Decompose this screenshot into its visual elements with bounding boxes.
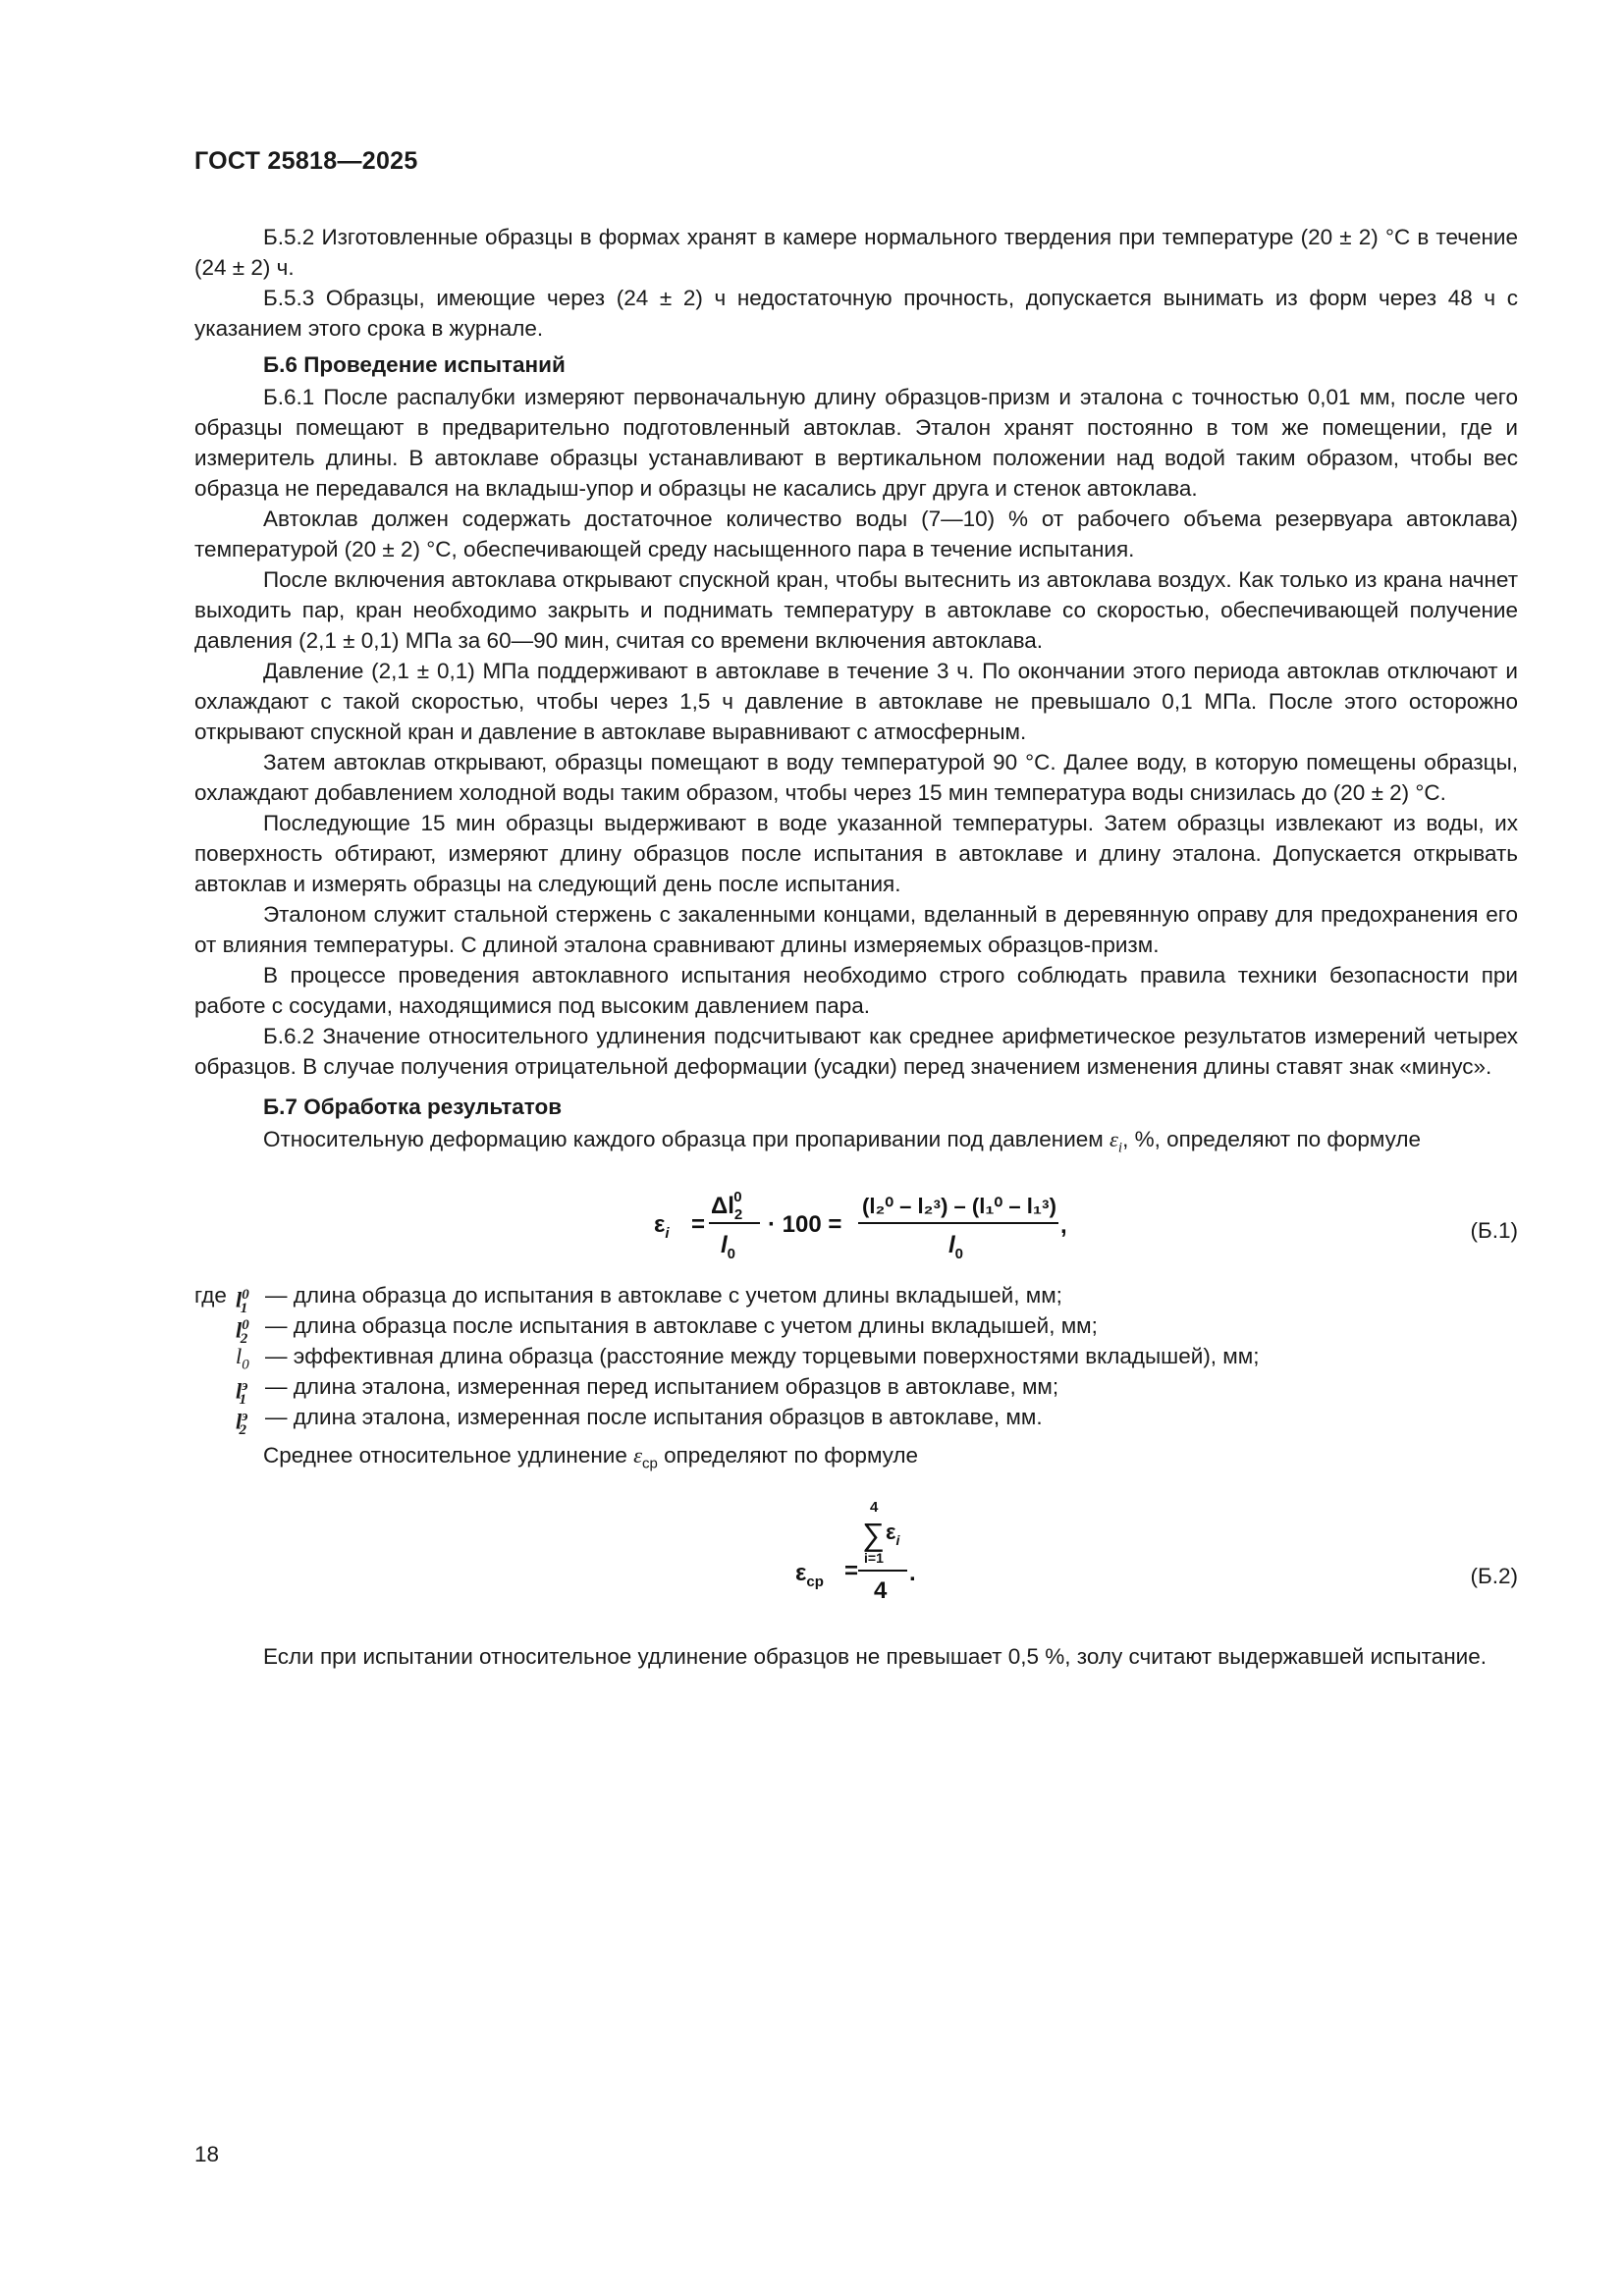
where-item — [194, 1341, 1518, 1371]
where-symbol: $l^э_1$ — [236, 1377, 248, 1408]
paragraph-formula-intro: Относительную деформацию каждого образца при пропаривании под давлением $\varepsilon_i$, %, определяют по формуле — [263, 1127, 1422, 1156]
formula-b2-sum-sign: ∑ — [862, 1517, 885, 1552]
paragraph-b61: Б.6.1 После распалубки измеряют первоначальную длину образцов-призм и эталона с точностью 0,01 мм, после чего образцы помещают в предварительно подготовленный автоклав. Эталон хранят постоянно в том же помещении, где и измеритель длины. В автоклаве образцы устанавливают в вертикальном положении над водой таким образом, чтобы вес образца не передавался на вкладыш-упор и образцы не касались друг друга и стенок автоклава. — [194, 385, 1518, 501]
paragraph-valve: После включения автоклава открывают спускной кран, чтобы вытеснить из автоклава воздух. Как только из крана начнет выходить пар, кран необходимо закрыть и поднимать температуру в автоклаве со скоростью, обеспечивающей получение давления (2,1 ± 0,1) МПа за 60—90 мин, считая со времени включения автоклава. — [194, 567, 1518, 653]
where-symbol: $l^э_2$ — [236, 1408, 248, 1438]
where-item — [194, 1310, 1518, 1347]
formula-b1-comma: , — [1060, 1211, 1067, 1239]
where-item — [194, 1402, 1518, 1438]
formula-b2-dot: . — [909, 1560, 916, 1586]
paragraph-pressure: Давление (2,1 ± 0,1) МПа поддерживают в автоклаве в течение 3 ч. По окончании этого периода автоклав отключают и охлаждают с такой скоростью, чтобы через 1,5 ч давление в автоклаве не превышало 0,1 МПа. После этого осторожно открывают спускной кран и давление в автоклаве выравнивают с атмосферным. — [194, 659, 1518, 744]
where-description: — длина образца после испытания в автоклаве с учетом длины вкладышей, мм; — [265, 1312, 1098, 1338]
where-description: — длина образца до испытания в автоклаве с учетом длины вкладышей, мм; — [265, 1282, 1062, 1308]
formula-b2-den: 4 — [874, 1577, 888, 1604]
where-item — [194, 1280, 1518, 1316]
formula-b1-den1: $l_0$ — [721, 1231, 736, 1262]
formula-b2-number: (Б.2) — [1470, 1564, 1518, 1588]
formula-b1-lhs: $\varepsilon_i$ — [654, 1210, 670, 1242]
where-list — [194, 1280, 1518, 1438]
paragraph-safety: В процессе проведения автоклавного испытания необходимо строго соблюдать правила техники безопасности при работе с сосудами, находящимися под высоким давлением пара. — [194, 963, 1518, 1018]
formula-b1-times: · 100 = — [768, 1210, 842, 1238]
where-description: — длина эталона, измеренная перед испытанием образцов в автоклаве, мм; — [265, 1373, 1059, 1399]
paragraph-next: Последующие 15 мин образцы выдерживают в воде указанной температуры. Затем образцы извлекают из воды, их поверхность обтирают, измеряют длину образцов после испытания в автоклаве и длину эталона. Допускается открывать автоклав и измерять образцы на следующий день после испытания. — [194, 811, 1518, 896]
section-heading-b7: Б.7 Обработка результатов — [263, 1095, 563, 1119]
paragraph-b62: Б.6.2 Значение относительного удлинения подсчитывают как среднее арифметическое результатов измерений четырех образцов. В случае получения отрицательной деформации (усадки) перед значением изменения длины ставят знак «минус». — [194, 1024, 1518, 1079]
paragraph-open: Затем автоклав открывают, образцы помещают в воду температурой 90 °C. Далее воду, в которую помещены образцы, охлаждают добавлением холодной воды таким образом, чтобы через 15 мин температура воды снизилась до (20 ± 2) °C. — [194, 750, 1518, 805]
paragraph-b52: Б.5.2 Изготовленные образцы в формах хранят в камере нормального твердения при температуре (20 ± 2) °C в течение (24 ± 2) ч. — [194, 225, 1518, 280]
paragraph-mean-intro: Среднее относительное удлинение $\varepsilon_{ср}$ определяют по формуле — [263, 1442, 919, 1471]
formula-b1-graphic — [654, 1178, 1066, 1270]
where-symbol: $l_0$ — [236, 1343, 249, 1372]
paragraph-conclusion: Если при испытании относительное удлинение образцов не превышает 0,5 %, золу считают выдержавшей испытание. — [263, 1644, 1487, 1669]
document-header: ГОСТ 25818—2025 — [194, 147, 418, 175]
formula-b1-number: (Б.1) — [1470, 1217, 1518, 1243]
formula-b2 — [194, 1490, 1518, 1637]
formula-b2-sum-bottom: i=1 — [864, 1550, 884, 1566]
formula-b1-num1: $\Delta l_20$ — [711, 1188, 743, 1223]
formula-b2-sum-term: $\varepsilon_i$ — [886, 1520, 900, 1548]
paragraph-b53: Б.5.3 Образцы, имеющие через (24 ± 2) ч недостаточную прочность, допускается вынимать из форм через 48 ч с указанием этого срока в журнале. — [194, 286, 1518, 341]
where-description: — эффективная длина образца (расстояние между торцевыми поверхностями вкладышей), мм; — [265, 1343, 1260, 1368]
where-item — [194, 1371, 1518, 1408]
formula-b2-graphic — [795, 1490, 952, 1637]
formula-b1-equals: = — [691, 1210, 706, 1238]
paragraph-water: Автоклав должен содержать достаточное количество воды (7—10) % от рабочего объема резервуара автоклава) температурой (20 ± 2) °C, обеспечивающей среду насыщенного пара в течение испытания. — [194, 507, 1518, 561]
paragraph-etalon: Эталоном служит стальной стержень с закаленными концами, вделанный в деревянную оправу для предохранения его от влияния температуры. С длиной эталона сравнивают длины измеряемых образцов-призм. — [194, 902, 1518, 957]
section-heading-b6: Б.6 Проведение испытаний — [263, 352, 566, 377]
formula-b2-sum-top: 4 — [870, 1499, 879, 1516]
where-word: где — [194, 1282, 227, 1308]
where-description: — длина эталона, измеренная после испытания образцов в автоклаве, мм. — [265, 1404, 1043, 1429]
formula-b1-den2: $l_0$ — [948, 1231, 964, 1262]
page-number: 18 — [194, 2142, 220, 2166]
formula-b2-lhs: $\varepsilon_{ср}$ — [795, 1560, 824, 1590]
page-content — [194, 222, 1518, 1672]
formula-b1 — [194, 1178, 1518, 1270]
where-symbol: $l^0_1$ — [236, 1286, 249, 1316]
formula-b1-num2: (l₂⁰ – l₂ᵌ) – (l₁⁰ – l₁ᵌ) — [862, 1193, 1056, 1218]
formula-b2-equals: = — [844, 1558, 859, 1584]
where-symbol: $l^0_2$ — [236, 1316, 249, 1347]
